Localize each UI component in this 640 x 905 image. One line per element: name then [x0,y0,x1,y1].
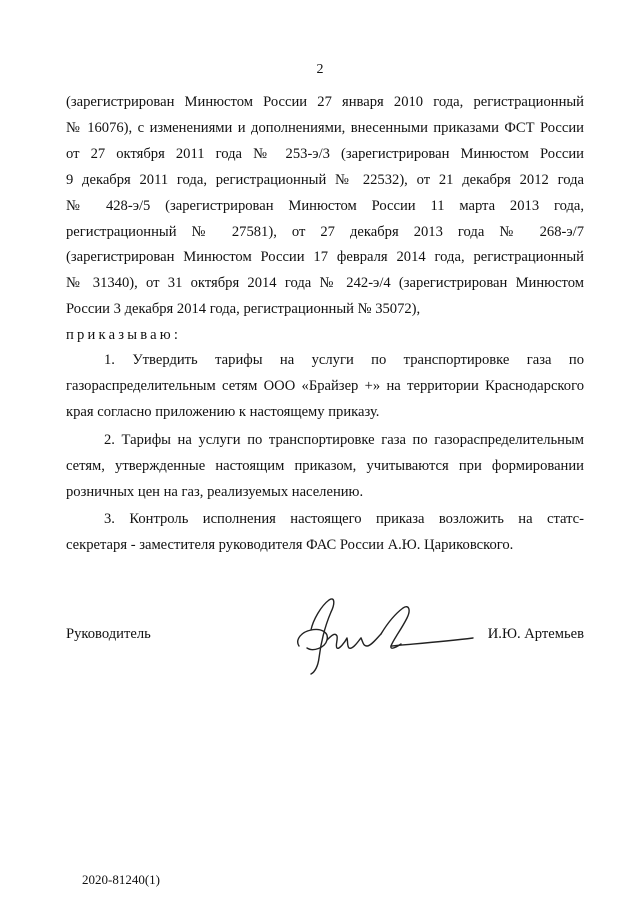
signer-name: И.Ю. Артемьев [487,626,584,642]
preamble-line: № 16076), с изменениями и дополнениями, внесенными приказами ФСТ России [66,119,584,136]
order-item-line: 3. Контроль исполнения настоящего приказа возложить на статс- [104,511,584,527]
handwritten-signature [291,590,476,680]
preamble-line: регистрационный № 27581), от 27 декабря 2013 года № 268-э/7 [66,223,584,240]
signature-block [66,620,584,680]
preamble-paragraph [66,90,584,323]
order-item-3 [66,507,584,559]
footer-registration-code: 2020-81240(1) [82,872,160,887]
order-item-line: розничных цен на газ, реализуемых населению. [66,483,364,500]
order-item-line: секретаря - заместителя руководителя ФАС России А.Ю. Цариковского. [66,536,514,553]
preamble-line: России 3 декабря 2014 года, регистрационный № 35072), [66,301,421,318]
preamble-line: (зарегистрирован Минюстом России 27 января 2010 года, регистрационный [66,94,584,110]
preamble-line: от 27 октября 2011 года № 253-э/3 (зарегистрирован Минюстом России [66,145,584,162]
order-item-1 [66,348,584,426]
preamble-line: 9 декабря 2011 года, регистрационный № 22532), от 21 декабря 2012 года [66,171,584,188]
signer-title: Руководитель [66,626,151,642]
order-item-line: газораспределительным сетям ООО «Брайзер +» на территории Краснодарского [66,377,584,394]
preamble-line: № 428-э/5 (зарегистрирован Минюстом России 11 марта 2013 года, [66,197,584,214]
preamble-line: (зарегистрирован Минюстом России 17 февраля 2014 года, регистрационный [66,249,584,266]
order-keyword: приказываю: [66,327,182,343]
order-item-line: сетям, утвержденные настоящим приказом, учитываются при формировании [66,457,584,474]
page-number: 2 [316,62,324,77]
order-item-line: 2. Тарифы на услуги по транспортировке газа по газораспределительным [104,432,584,448]
preamble-line: № 31340), от 31 октября 2014 года № 242-э/4 (зарегистрирован Минюстом [66,275,584,292]
order-item-line: края согласно приложению к настоящему приказу. [66,403,380,420]
order-item-2 [66,428,584,506]
order-item-line: 1. Утвердить тарифы на услуги по транспортировке газа по [104,352,584,368]
